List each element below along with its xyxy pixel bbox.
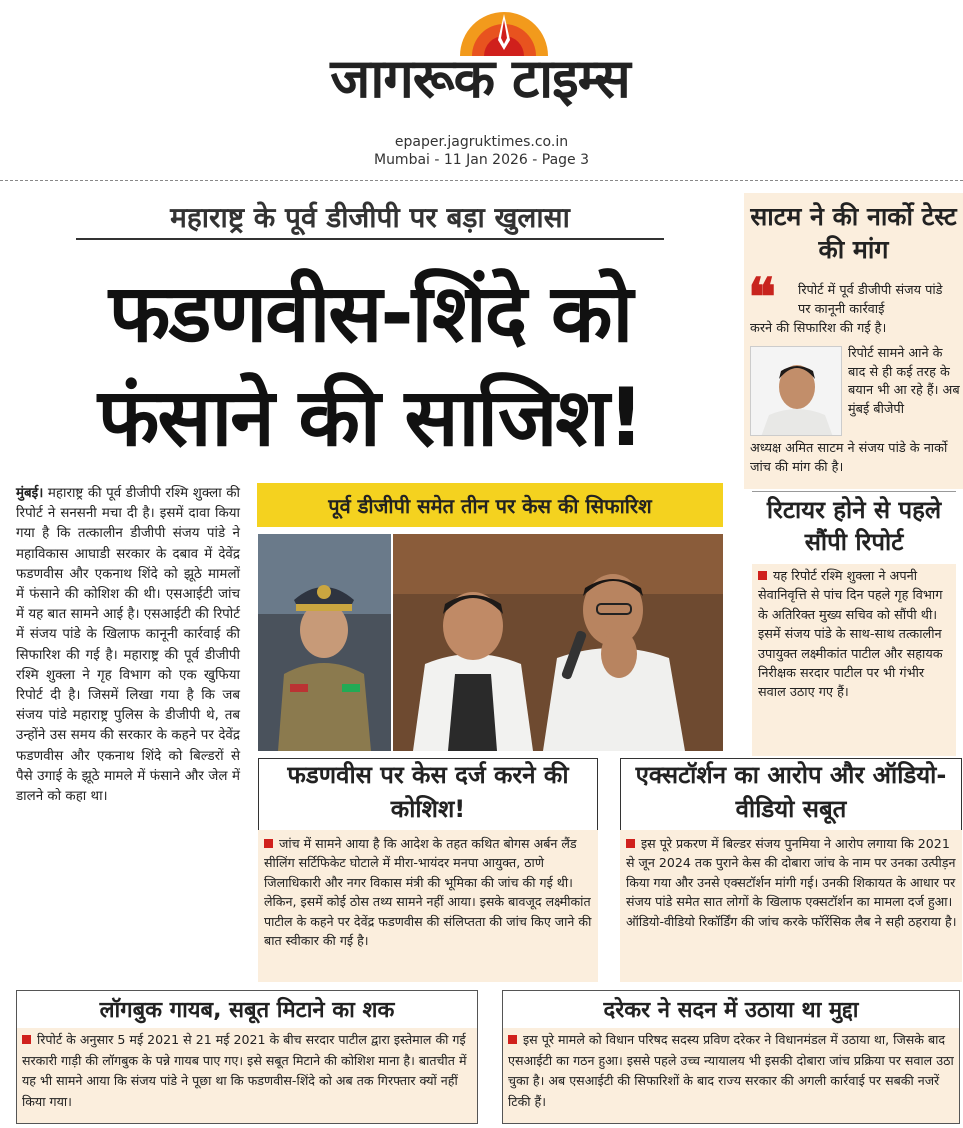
- sidebar-retire-title: रिटायर होने से पहले सौंपी रिपोर्ट: [766, 496, 942, 556]
- sidebar-satam-quote-2: करने की सिफारिश की गई है।: [750, 321, 887, 336]
- section-extortion-text: इस पूरे प्रकरण में बिल्डर संजय पुनमिया ने आरोप लगाया कि 2021 से जून 2024 तक पुराने केस की दोबारा जांच के नाम पर उनका उत्पीड़न किया गया और उनसे एक्सटॉर्शन मांगी गई। उनकी शिकायत के आधार पर संजय पांडे समेत सात लोगों के खिलाफ एक्सटॉर्शन का मामला दर्ज हुआ। ऑडियो-वीडियो रिकॉर्डिंग की जांच करके फॉरेंसिक लैब ने सही ठहराया है।: [626, 836, 957, 929]
- sidebar-satam-title: साटम ने की नार्को टेस्ट की मांग: [750, 202, 957, 264]
- divider: [0, 180, 963, 181]
- section-extortion-title: एक्सटॉर्शन का आरोप और ऑडियो-वीडियो सबूत: [635, 761, 947, 823]
- section-logbook-text: रिपोर्ट के अनुसार 5 मई 2021 से 21 मई 2021 के बीच सरदार पाटील द्वारा इस्तेमाल की गई सरकारी गाड़ी की लॉगबुक के पन्ने गायब पाए गए। इसे सबूत मिटाने की कोशिश माना है। बातचीत में यह भी सामने आया कि संजय पांडे ने पूछा था कि फडणवीस-शिंदे को अब तक गिरफ्तार क्यों नहीं किया गया।: [22, 1032, 467, 1109]
- sidebar-satam-quote-1: रिपोर्ट में पूर्व डीजीपी संजय पांडे पर कानूनी कार्रवाई: [798, 283, 943, 317]
- photo-leaders: [393, 534, 723, 751]
- section-extortion-body: [626, 834, 958, 931]
- satam-photo-illustration: [751, 347, 842, 436]
- bullet-icon: [508, 1035, 517, 1044]
- masthead: [0, 0, 963, 120]
- kicker: महाराष्ट्र के पूर्व डीजीपी पर बड़ा खुलासा: [76, 200, 664, 240]
- section-case-text: जांच में सामने आया है कि आदेश के तहत कथित बोगस अर्बन लैंड सीलिंग सर्टिफिकेट घोटाले में मीरा-भायंदर मनपा आयुक्त, ठाणे जिलाधिकारी और नगर विकास मंत्री की भूमिका की जांच की गई थी। लेकिन, इसमें कोई ठोस तथ्य सामने नहीं आया। इसके बावजूद लक्ष्मीकांत पाटील के कहने पर देवेंद्र फडणवीस की संलिप्तता की जांच किए जाने की बात स्वीकार की गई है।: [264, 836, 592, 949]
- section-darekar-body: [508, 1030, 956, 1112]
- quote-mark-icon: ❝: [748, 267, 776, 328]
- bullet-icon: [626, 839, 635, 848]
- sidebar-retire-body: [758, 567, 952, 703]
- headline-line-1: फडणवीस-शिंदे को: [108, 267, 632, 360]
- sidebar-satam-body-1: रिपोर्ट सामने आने के बाद से ही कई तरह के बयान भी आ रहे हैं। अब मुंबई बीजेपी: [848, 346, 960, 417]
- officer-photo-illustration: [258, 534, 391, 751]
- photo-satam: [750, 346, 842, 436]
- photo-strap: [257, 483, 723, 527]
- dateline: मुंबई।: [16, 486, 44, 501]
- leaders-photo-illustration: [393, 534, 723, 751]
- bullet-icon: [22, 1035, 31, 1044]
- lead-article: [16, 484, 240, 807]
- lead-article-body: महाराष्ट्र की पूर्व डीजीपी रश्मि शुक्ला की रिपोर्ट ने सनसनी मचा दी है। इसमें दावा किया गया है कि तत्कालीन डीजीपी संजय पांडे ने महाविकास आघाडी सरकार के दबाव में देवेंद्र फडणवीस और एकनाथ शिंदे को झूठे मामलों में फंसाने की कोशिश की थी। एसआईटी जांच में यह बात सामने आई है। एसआईटी की रिपोर्ट में संजय पांडे के खिलाफ कानूनी कार्रवाई की सिफारिश की गई है। महाराष्ट्र की पूर्व डीजीपी रश्मि शुक्ला ने गृह विभाग को एक खुफिया रिपोर्ट दी है। जिसमें लिखा गया है कि जब संजय पांडे महाराष्ट्र पुलिस के डीजीपी थे, तब उन्होंने उस समय की सरकार के कहने पर देवेंद्र फडणवीस और एकनाथ शिंदे को बिल्डरों से पैसे उगाई के झूठे मामले में फंसाने और जेल में डालने को कहा था।: [16, 486, 240, 805]
- sidebar-retire-text: यह रिपोर्ट रश्मि शुक्ला ने अपनी सेवानिवृत्ति से पांच दिन पहले गृह विभाग के अतिरिक्त मुख्य सचिव को सौंपी थी। इसमें संजय पांडे के साथ-साथ तत्कालीन उपायुक्त लक्ष्मीकांत पाटील और सहायक निरीक्षक सरदार पाटील पर भी गंभीर सवाल उठाए गए हैं।: [758, 569, 943, 701]
- photo-officer: [258, 534, 391, 751]
- epaper-url[interactable]: epaper.jagruktimes.co.in: [394, 134, 569, 150]
- section-darekar-title: दरेकर ने सदन में उठाया था मुद्दा: [603, 998, 859, 1023]
- newspaper-name: जागरूक टाइम्स: [330, 47, 630, 110]
- photo-strap-text: पूर्व डीजीपी समेत तीन पर केस की सिफारिश: [328, 493, 652, 518]
- section-case-body: [264, 834, 594, 950]
- section-case-title: फडणवीस पर केस दर्ज करने की कोशिश!: [287, 761, 569, 823]
- divider: [752, 491, 956, 492]
- sidebar-satam-body-2: अध्यक्ष अमित साटम ने संजय पांडे के नार्को जांच की मांग की है।: [750, 441, 948, 475]
- headline-line-2: फंसाने की साजिश!: [97, 371, 643, 464]
- section-logbook-title: लॉगबुक गायब, सबूत मिटाने का शक: [99, 998, 395, 1023]
- bullet-icon: [758, 571, 767, 580]
- bullet-icon: [264, 839, 273, 848]
- edition-line: Mumbai - 11 Jan 2026 - Page 3: [373, 152, 590, 168]
- section-darekar-text: इस पूरे मामले को विधान परिषद सदस्य प्रविण दरेकर ने विधानमंडल में उठाया था, जिसके बाद एसआईटी का गठन हुआ। इससे पहले उच्च न्यायालय भी इसकी दोबारा जांच प्रक्रिया पर सवाल उठा चुका है। अब एसआईटी की सिफारिशों के बाद राज्य सरकार की अगली कार्रवाई पर सबकी नजरें टिकी हैं।: [508, 1032, 954, 1109]
- section-logbook-body: [22, 1030, 474, 1112]
